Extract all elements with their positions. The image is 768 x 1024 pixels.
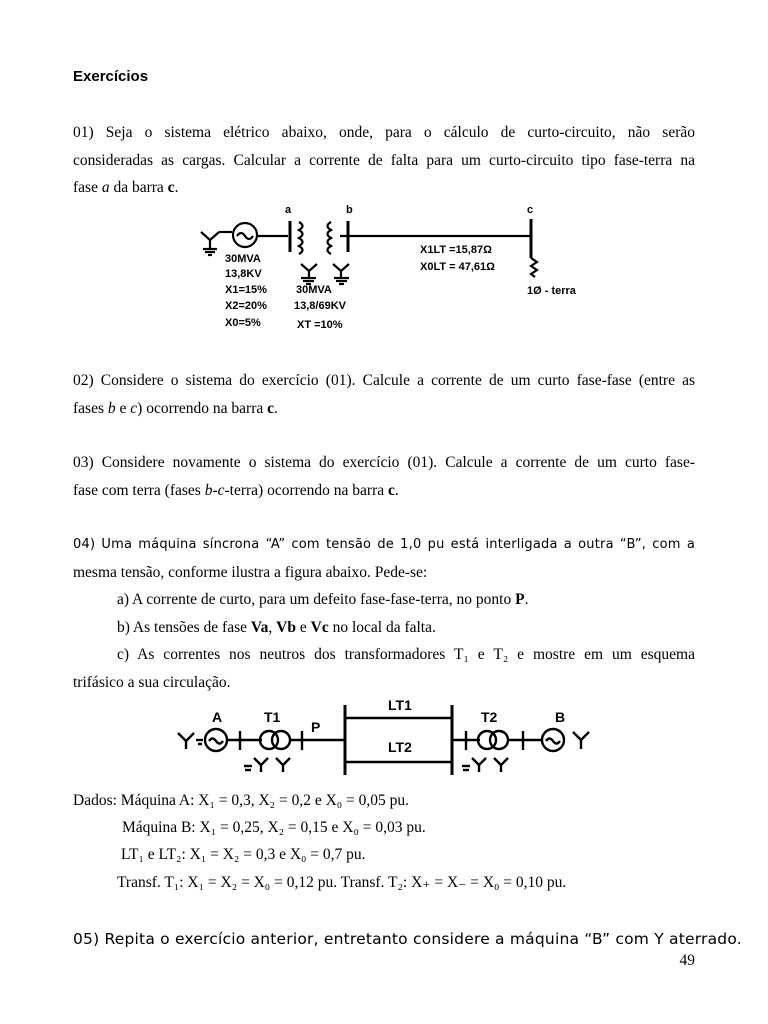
exercise-04-line-1: 04) Uma máquina síncrona “A” com tensão de 1,0 pu está interligada a outra “B”, com a [73,537,695,552]
exercise-02 [73,367,695,422]
page-number: 49 [679,952,695,969]
gen-x1: X1=15% [225,284,267,296]
point-p-label: P [311,719,321,735]
exercise-04-item-c-cont: trifásico a sua circulação. [73,673,231,691]
t1-label: T1 [264,709,281,725]
line-x0: X0LT = 47,61Ω [420,261,495,273]
trafo-rating: 30MVA [296,284,332,296]
exercise-03 [73,449,695,504]
gen-x0: X0=5% [225,317,261,329]
exercise-02-line-1: 02) Considere o sistema do exercício (01). Calcule a corrente de um curto fase-fase (entre as [73,372,695,389]
section-heading: Exercícios [73,68,149,85]
gen-rating: 30MVA [225,253,261,265]
data-line-3: LT₁ e LT₂: X₁ = X₂ = 0,3 e X₀ = 0,7 pu. [121,846,366,863]
fault-type-label: 1Ø - terra [527,285,576,297]
bus-b-label: b [346,204,353,216]
data-line-1: Dados: Máquina A: X₁ = 0,3, X₂ = 0,2 e X₀ = 0,05 pu. [73,792,410,809]
exercise-05: 05) Repita o exercício anterior, entretanto considere a máquina “B” com Y aterrado. [73,930,742,948]
line-x1: X1LT =15,87Ω [420,244,492,256]
exercise-03-line-2: fase com terra (fases b-c-terra) ocorrendo na barra c. [73,481,399,499]
exercise-04-item-c: c) As correntes nos neutros dos transformadores T₁ e T₂ e mostre em um esquema [117,646,695,663]
exercise-01-line-1: 01) Seja o sistema elétrico abaixo, onde, para o cálculo de curto-circuito, não serão [73,124,695,141]
bus-a-label: a [285,204,292,216]
exercise-01-line-3: fase a da barra c. [73,179,179,196]
machine-a-label: A [212,709,223,725]
lt1-label: LT1 [388,697,412,713]
trafo-voltage: 13,8/69KV [294,300,346,312]
data-line-4: Transf. T₁: X₁ = X₂ = X₀ = 0,12 pu. Transf. T₂: X₊ = X₋ = X₀ = 0,10 pu. [117,874,567,891]
data-line-2: Máquina B: X₁ = 0,25, X₂ = 0,15 e X₀ = 0,03 pu. [122,819,426,836]
exercise-01 [73,119,695,202]
exercise-01-line-2: consideradas as cargas. Calcular a corrente de falta para um curto-circuito tipo fase-terra na [73,151,695,169]
exercise-04-line-2: mesma tensão, conforme ilustra a figura abaixo. Pede-se: [73,563,428,581]
bus-c-label: c [527,204,534,216]
gen-x2: X2=20% [225,300,267,312]
t2-label: T2 [481,709,498,725]
exercise-04-item-b: b) As tensões de fase Va, Vb e Vc no local da falta. [117,618,436,636]
gen-voltage: 13,8KV [225,268,262,280]
machine-b-label: B [555,709,566,725]
exercise-04-item-a: a) A corrente de curto, para um defeito fase-fase-terra, no ponto P. [117,591,529,608]
trafo-xt: XT =10% [297,319,343,331]
exercise-04 [73,531,695,696]
exercise-03-line-1: 03) Considere novamente o sistema do exercício (01). Calcule a corrente de um curto fase- [73,454,695,471]
exercise-02-line-2: fases b e c) ocorrendo na barra c. [73,399,278,417]
lt2-label: LT2 [388,739,412,755]
